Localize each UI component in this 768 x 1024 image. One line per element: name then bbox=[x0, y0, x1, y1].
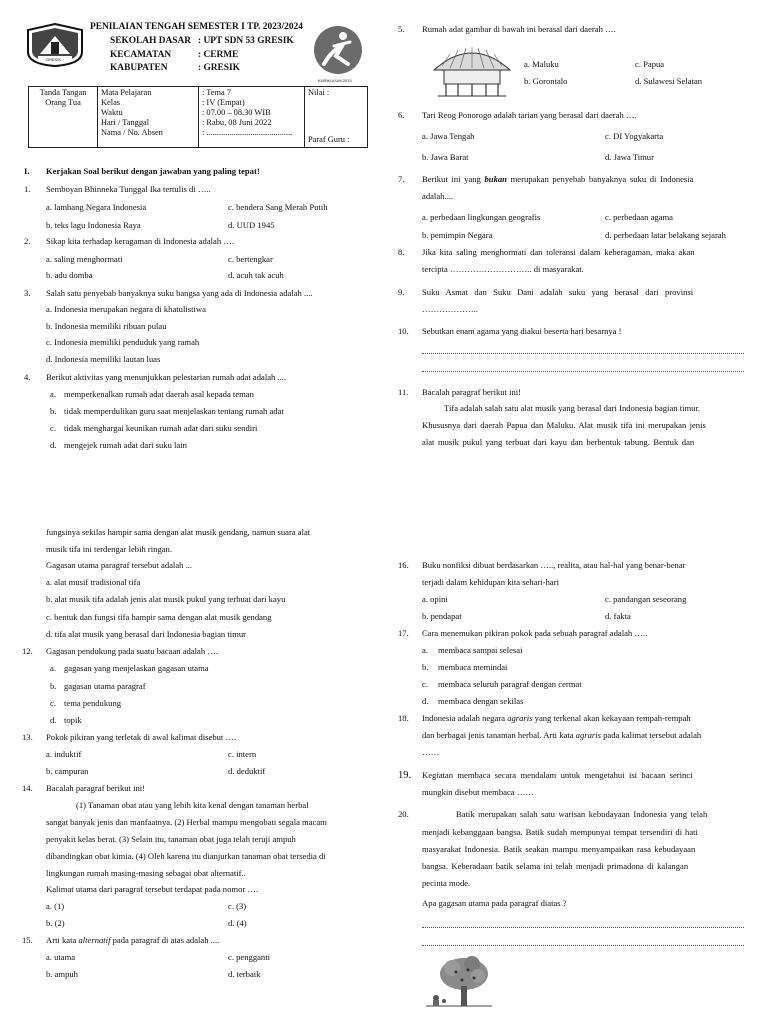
q5-option-c[interactable]: c. Papua bbox=[635, 59, 665, 69]
parent-signature-label: Tanda Tangan Orang Tua bbox=[39, 88, 87, 108]
q11-option-b[interactable]: b. alat musik tifa adalah jenis alat musik pukul yang terbuat dari kayu bbox=[46, 594, 286, 604]
q11-para-line4: fungsinya sekilas hampir sama dengan alat musik gendang, namun suara alat bbox=[46, 527, 311, 537]
q11-para-line5: musik tifa ini terdengar lebih ringan. bbox=[46, 544, 173, 554]
q12-text: Gagasan pendukung pada suatu bacaan adalah …. bbox=[46, 646, 219, 656]
q14-question: Kalimat utama dari paragraf tersebut terdapat pada nomor …. bbox=[46, 884, 259, 894]
gresik-logo-text: GRESIK bbox=[46, 57, 62, 62]
q15-option-a[interactable]: a. utama bbox=[46, 952, 76, 962]
q4-option-b[interactable]: tidak memperdulikan guru saat menjelaskan tentang rumah adat bbox=[64, 406, 284, 416]
q17-option-a[interactable]: membaca sampai selesai bbox=[438, 645, 523, 655]
q12-option-d-letter: d. bbox=[50, 715, 57, 725]
q5-option-a[interactable]: a. Maluku bbox=[524, 59, 559, 69]
q20-para-line2: menjadi kebanggaan bangsa. Batik sudah mempunyai tempat tersendiri di hati bbox=[422, 827, 698, 837]
q13-option-b[interactable]: b. campuran bbox=[46, 766, 89, 776]
q3-text: Salah satu penyebab banyaknya suku bangsa yang ada di Indonesia adalah .... bbox=[46, 288, 313, 298]
q20-answer-line-2[interactable] bbox=[422, 945, 744, 946]
section-title: Kerjakan Soal berikut dengan jawaban yang paling tepat! bbox=[46, 166, 260, 176]
q14-para-line3: penyakit kelas berat. (3) Selain itu, tanaman obat juga telah teruji ampuh bbox=[46, 834, 296, 844]
q20-question: Apa gagasan utama pada paragraf diatas ? bbox=[422, 898, 567, 908]
q4-text: Berikut aktivitas yang menunjukkan pelestarian rumah adat adalah .... bbox=[46, 372, 287, 382]
q13-option-d[interactable]: d. deduktif bbox=[228, 766, 266, 776]
field-values: : Tema 7 : IV (Empat) : 07.00 – 08.30 WIB : Rabu, 08 Juni 2022 : ......................................... bbox=[199, 87, 305, 148]
q5-option-d[interactable]: d. Sulawesi Selatan bbox=[635, 76, 703, 86]
q12-option-c-letter: c. bbox=[50, 698, 56, 708]
exam-title: PENILAIAN TENGAH SEMESTER I TP. 2023/2024 bbox=[90, 22, 303, 32]
q17-option-d[interactable]: membaca dengan sekilas bbox=[438, 696, 524, 706]
q6-option-b[interactable]: b. Jawa Barat bbox=[422, 152, 469, 162]
q1-option-a[interactable]: a. lambang Negara Indonesia bbox=[46, 202, 147, 212]
q11-option-d[interactable]: d. tifa alat musik yang berasal dari Indonesia bagian timur bbox=[46, 629, 246, 639]
q20-answer-line-1[interactable] bbox=[422, 927, 744, 928]
q12-option-a-letter: a. bbox=[50, 663, 56, 673]
q4-option-d-letter: d. bbox=[50, 440, 57, 450]
q2-text: Sikap kita terhadap keragaman di Indonesia adalah …. bbox=[46, 236, 235, 246]
q6-option-d[interactable]: d. Jawa Timur bbox=[605, 152, 654, 162]
q11-para-line2: Khususnya dari daerah Papua dan Maluku. Alat musik tifa ini merupakan jenis bbox=[422, 420, 706, 430]
q2-option-d[interactable]: d. acuh tak acuh bbox=[228, 270, 284, 280]
q20-para-line4: bangsa. Keberadaan batik selama ini telah menjadi primadona di kalangan bbox=[422, 861, 689, 871]
q7-option-c[interactable]: c. perbedaan agama bbox=[605, 212, 673, 222]
q5-option-b[interactable]: b. Gorontalo bbox=[524, 76, 568, 86]
q11-para-line3: alat musik pukul yang terbuat dari kayu dan berbentuk tabung. Bentuk dan bbox=[422, 437, 695, 447]
regency-label: KABUPATEN bbox=[110, 63, 168, 73]
q1-option-c[interactable]: c. bendera Sang Merah Putih bbox=[228, 202, 328, 212]
score-cell[interactable] bbox=[305, 87, 368, 148]
q5-text: Rumah adat gambar di bawah ini berasal dari daerah …. bbox=[422, 24, 616, 34]
q14-para-line2: sangat banyak jenis dan manfaatnya. (2) Herbal mampu mengobati segala macam bbox=[46, 817, 327, 827]
q17-option-b[interactable]: membaca memindai bbox=[438, 662, 508, 672]
q20-para-line3: masyarakat Indonesia. Batik seakan mampu menyampaikan rasa kebudayaan bbox=[422, 844, 696, 854]
q7-text: Berikut ini yang bukan merupakan penyebab banyaknya suku di Indonesia bbox=[422, 174, 694, 184]
q7-text-line2: adalah.... bbox=[422, 191, 454, 201]
q3-option-c[interactable]: c. Indonesia memiliki penduduk yang ramah bbox=[46, 337, 200, 347]
q17-option-a-letter: a. bbox=[422, 645, 428, 655]
traditional-house-image bbox=[430, 44, 514, 98]
q14-para-line1: (1) Tanaman obat atau yang lebih kita kenal dengan tanaman herbal bbox=[76, 800, 309, 810]
teacher-signature-label: Paraf Guru : bbox=[308, 134, 350, 144]
q1-option-b[interactable]: b. teks lagu Indonesia Raya bbox=[46, 220, 141, 230]
district-label: KECAMATAN bbox=[110, 50, 172, 60]
q17-option-c-letter: c. bbox=[422, 679, 428, 689]
q17-option-c[interactable]: membaca seluruh paragraf dengan cermat bbox=[438, 679, 582, 689]
q7-option-d[interactable]: d. perbedaan latar belakang sejarah bbox=[605, 230, 726, 240]
q3-option-b[interactable]: b. Indonesia memiliki ribuan pulau bbox=[46, 321, 167, 331]
q17-option-b-letter: b. bbox=[422, 662, 429, 672]
school-label: SEKOLAH DASAR bbox=[110, 36, 192, 46]
q18-text-line2: dan berbagai jenis tanaman herbal. Arti kata agraris pada kalimat tersebut adalah bbox=[422, 730, 702, 740]
q11-text: Bacalah paragraf berikut ini! bbox=[422, 387, 522, 397]
q10-answer-line-1[interactable] bbox=[422, 353, 744, 354]
q14-para-line5: lingkungan rumah masing-masing sebagai obat alternatif.. bbox=[46, 868, 246, 878]
q2-option-c[interactable]: c. bertengkar bbox=[228, 254, 273, 264]
q18-answer-blank[interactable]: …… bbox=[422, 747, 440, 757]
q18-text: Indonesia adalah negara agraris yang terkenal akan kekayaan rempah-rempah bbox=[422, 713, 691, 723]
q13-option-c[interactable]: c. intern bbox=[228, 749, 257, 759]
q12-option-a[interactable]: gagasan yang menjelaskan gagasan utama bbox=[64, 663, 209, 673]
q12-option-c[interactable]: tema pendukung bbox=[64, 698, 122, 708]
q15-option-d[interactable]: d. terbaik bbox=[228, 969, 261, 979]
q14-option-b[interactable]: b. (2) bbox=[46, 918, 65, 928]
q16-option-b[interactable]: b. pendapat bbox=[422, 611, 462, 621]
score-label: Nilai : bbox=[308, 88, 330, 97]
q16-text-line2: terjadi dalam kehidupan kita sehari-hari bbox=[422, 577, 559, 587]
q4-option-b-letter: b. bbox=[50, 406, 57, 416]
q12-option-d[interactable]: topik bbox=[64, 715, 82, 725]
student-name-field[interactable]: : ......................................... bbox=[202, 128, 293, 138]
q4-option-a[interactable]: memperkenalkan rumah adat daerah asal kepada teman bbox=[64, 389, 254, 399]
student-info-table bbox=[28, 86, 368, 148]
q11-question: Gagasan utama paragraf tersebut adalah ... bbox=[46, 560, 193, 570]
q13-option-a[interactable]: a. induktif bbox=[46, 749, 82, 759]
field-labels: Mata Pelajaran Kelas Waktu Hari / Tanggal Nama / No. Absen bbox=[98, 87, 199, 148]
q16-text: Buku nonfiksi dibuat berdasarkan ….., realita, atau hal-hal yang benar-benar bbox=[422, 560, 686, 570]
kurikulum-logo bbox=[312, 24, 364, 76]
parent-signature-cell[interactable] bbox=[29, 87, 98, 148]
q14-text: Bacalah paragraf berikut ini! bbox=[46, 783, 146, 793]
q15-option-b[interactable]: b. ampuh bbox=[46, 969, 78, 979]
q7-option-b[interactable]: b. pemimpin Negara bbox=[422, 230, 493, 240]
q4-option-d[interactable]: mengejek rumah adat dari suku lain bbox=[64, 440, 187, 450]
q16-option-c[interactable]: c. pandangan seseorang bbox=[605, 594, 687, 604]
q16-option-a[interactable]: a. opini bbox=[422, 594, 448, 604]
q9-text: Suku Asmat dan Suku Dani adalah suku yang berasal dari provinsi bbox=[422, 287, 694, 297]
q12-option-b[interactable]: gagasan utama paragraf bbox=[64, 681, 146, 691]
q6-text: Tari Reog Ponorogo adalah tarian yang berasal dari daerah …. bbox=[422, 110, 637, 120]
q17-text: Cara menemukan pikiran pokok pada sebuah paragraf adalah ….. bbox=[422, 628, 648, 638]
q14-option-d[interactable]: d. (4) bbox=[228, 918, 247, 928]
school-value: : UPT SDN 53 GRESIK bbox=[198, 36, 294, 46]
q1-text: Semboyan Bhinneka Tunggal Ika tertulis di ….. bbox=[46, 184, 211, 194]
section-number: I. bbox=[24, 166, 30, 176]
q13-text: Pokok pikiran yang terletak di awal kalimat disebut …. bbox=[46, 732, 237, 742]
q16-option-d[interactable]: d. fakta bbox=[605, 611, 631, 621]
q14-para-line4: dibandingkan obat kimia. (4) Oleh karena itu dianjurkan tanaman obat tersedia di bbox=[46, 851, 326, 861]
q10-answer-line-2[interactable] bbox=[422, 371, 744, 372]
q8-text: Jika kita saling menghormati dan toleransi dalam keberagaman, maka akan bbox=[422, 247, 695, 257]
q10-text: Sebutkan enam agama yang diakui beserta hari besarnya ! bbox=[422, 326, 622, 336]
q17-option-d-letter: d. bbox=[422, 696, 429, 706]
q4-option-c[interactable]: tidak menghargai keunikan rumah adat dari suku sendiri bbox=[64, 423, 258, 433]
tree-clipart-image bbox=[424, 954, 494, 1010]
q4-option-c-letter: c. bbox=[50, 423, 56, 433]
q14-option-c[interactable]: c. (3) bbox=[228, 901, 247, 911]
district-value: : CERME bbox=[198, 50, 239, 60]
q6-option-c[interactable]: c. DI Yogyakarta bbox=[605, 131, 664, 141]
q7-option-a[interactable]: a. perbedaan lingkungan geografis bbox=[422, 212, 541, 222]
q19-text: Kegiatan membaca secara mendalam untuk mengetahui isi bacaan serinci bbox=[422, 770, 693, 780]
q8-text-line2[interactable]: tercipta ……………………….. di masyarakat. bbox=[422, 264, 584, 274]
q14-option-a[interactable]: a. (1) bbox=[46, 901, 65, 911]
q4-option-a-letter: a. bbox=[50, 389, 56, 399]
q20-para-line5: pecinta mode. bbox=[422, 878, 471, 888]
q15-option-c[interactable]: c. pengganti bbox=[228, 952, 270, 962]
q6-option-a[interactable]: a. Jawa Tengah bbox=[422, 131, 475, 141]
q3-option-a[interactable]: a. Indonesia merupakan negara di khatulistiwa bbox=[46, 304, 206, 314]
q1-option-d[interactable]: d. UUD 1945 bbox=[228, 220, 275, 230]
kurikulum-logo-text: KURIKULUM 2013 bbox=[318, 78, 352, 83]
q2-option-a[interactable]: a. saling menghormati bbox=[46, 254, 123, 264]
q11-option-a[interactable]: a. alat musif tradisional tifa bbox=[46, 577, 141, 587]
regency-value: : GRESIK bbox=[198, 63, 240, 73]
q12-option-b-letter: b. bbox=[50, 681, 57, 691]
q2-option-b[interactable]: b. adu domba bbox=[46, 270, 93, 280]
q11-para-line1: Tifa adalah salah satu alat musik yang berasal dari Indonesia bagian timur. bbox=[444, 403, 700, 413]
q15-text: Arti kata alternatif pada paragraf di atas adalah .... bbox=[46, 935, 220, 945]
q20-para-line1: Batik merupakan salah satu warisan kebudayaan Indonesia yang telah bbox=[456, 809, 708, 819]
q11-option-c[interactable]: c. bentuk dan fungsi tifa hampir sama dengan alat musik gendang bbox=[46, 612, 272, 622]
q3-option-d[interactable]: d. Indonesia memiliki lautan luas bbox=[46, 354, 161, 364]
q19-text-line2[interactable]: mungkin disebut membaca …… bbox=[422, 787, 534, 797]
q9-answer-blank[interactable]: ……………….. bbox=[422, 304, 478, 314]
